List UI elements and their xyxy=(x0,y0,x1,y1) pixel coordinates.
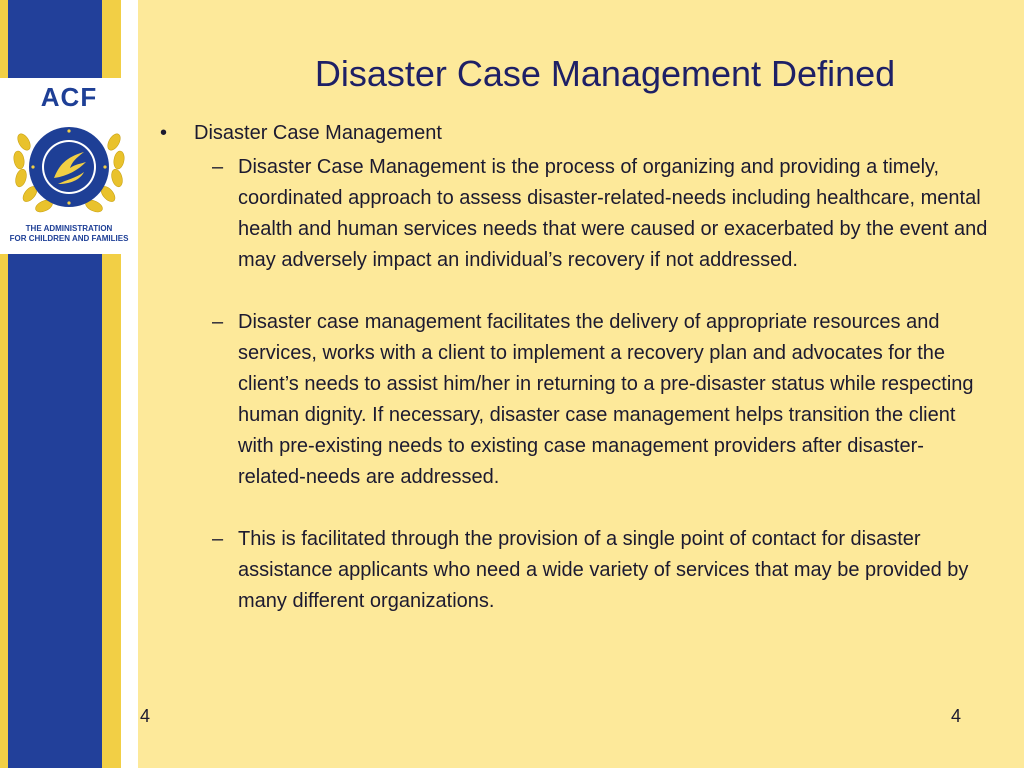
page-number-right: 4 xyxy=(951,706,962,726)
sub-bullet-3 xyxy=(160,524,990,617)
sub-bullet-2 xyxy=(160,307,990,493)
acf-abbreviation: ACF xyxy=(40,82,98,112)
page-number-left: 4 xyxy=(140,706,151,726)
bullet-item xyxy=(160,118,990,148)
sub-bullet-marker: – xyxy=(212,156,224,178)
slide-title: Disaster Case Management Defined xyxy=(314,53,896,94)
left-sidebar xyxy=(0,0,138,768)
sub-bullet-text: Disaster case management facilitates the delivery of appropriate resources and services, works with a client to implement a recovery plan and advocates for the client’s needs to assist him/her in returning to a pre-disaster status while respecting human dignity. If necessary, disaster case management helps transition the client with pre-existing needs to existing case management providers after disaster-related-needs are addressed. xyxy=(238,311,974,488)
bullet-text: Disaster Case Management xyxy=(194,122,442,144)
hhs-seal-icon xyxy=(10,112,128,222)
sub-bullet-text: This is facilitated through the provision of a single point of contact for disaster assistance applicants who need a wide variety of services that may be provided by many different organizations. xyxy=(238,528,969,612)
sub-bullet-marker: – xyxy=(212,311,224,333)
slide-body xyxy=(160,118,990,617)
sub-bullet-marker: – xyxy=(212,528,224,550)
hhs-seal xyxy=(10,112,128,222)
agency-line-1: THE ADMINISTRATION xyxy=(25,224,113,233)
acf-logo xyxy=(0,78,138,254)
sub-bullet-1 xyxy=(160,152,990,276)
agency-name xyxy=(0,224,138,244)
agency-line-2: FOR CHILDREN AND FAMILIES xyxy=(9,234,129,243)
bullet-marker: • xyxy=(160,122,168,144)
sub-bullet-text: Disaster Case Management is the process of organizing and providing a timely, coordinated approach to assess disaster-related-needs including healthcare, mental health and human services needs that were caused or exacerbated by the event and may adversely impact an individual’s recovery if not addressed. xyxy=(238,156,988,271)
